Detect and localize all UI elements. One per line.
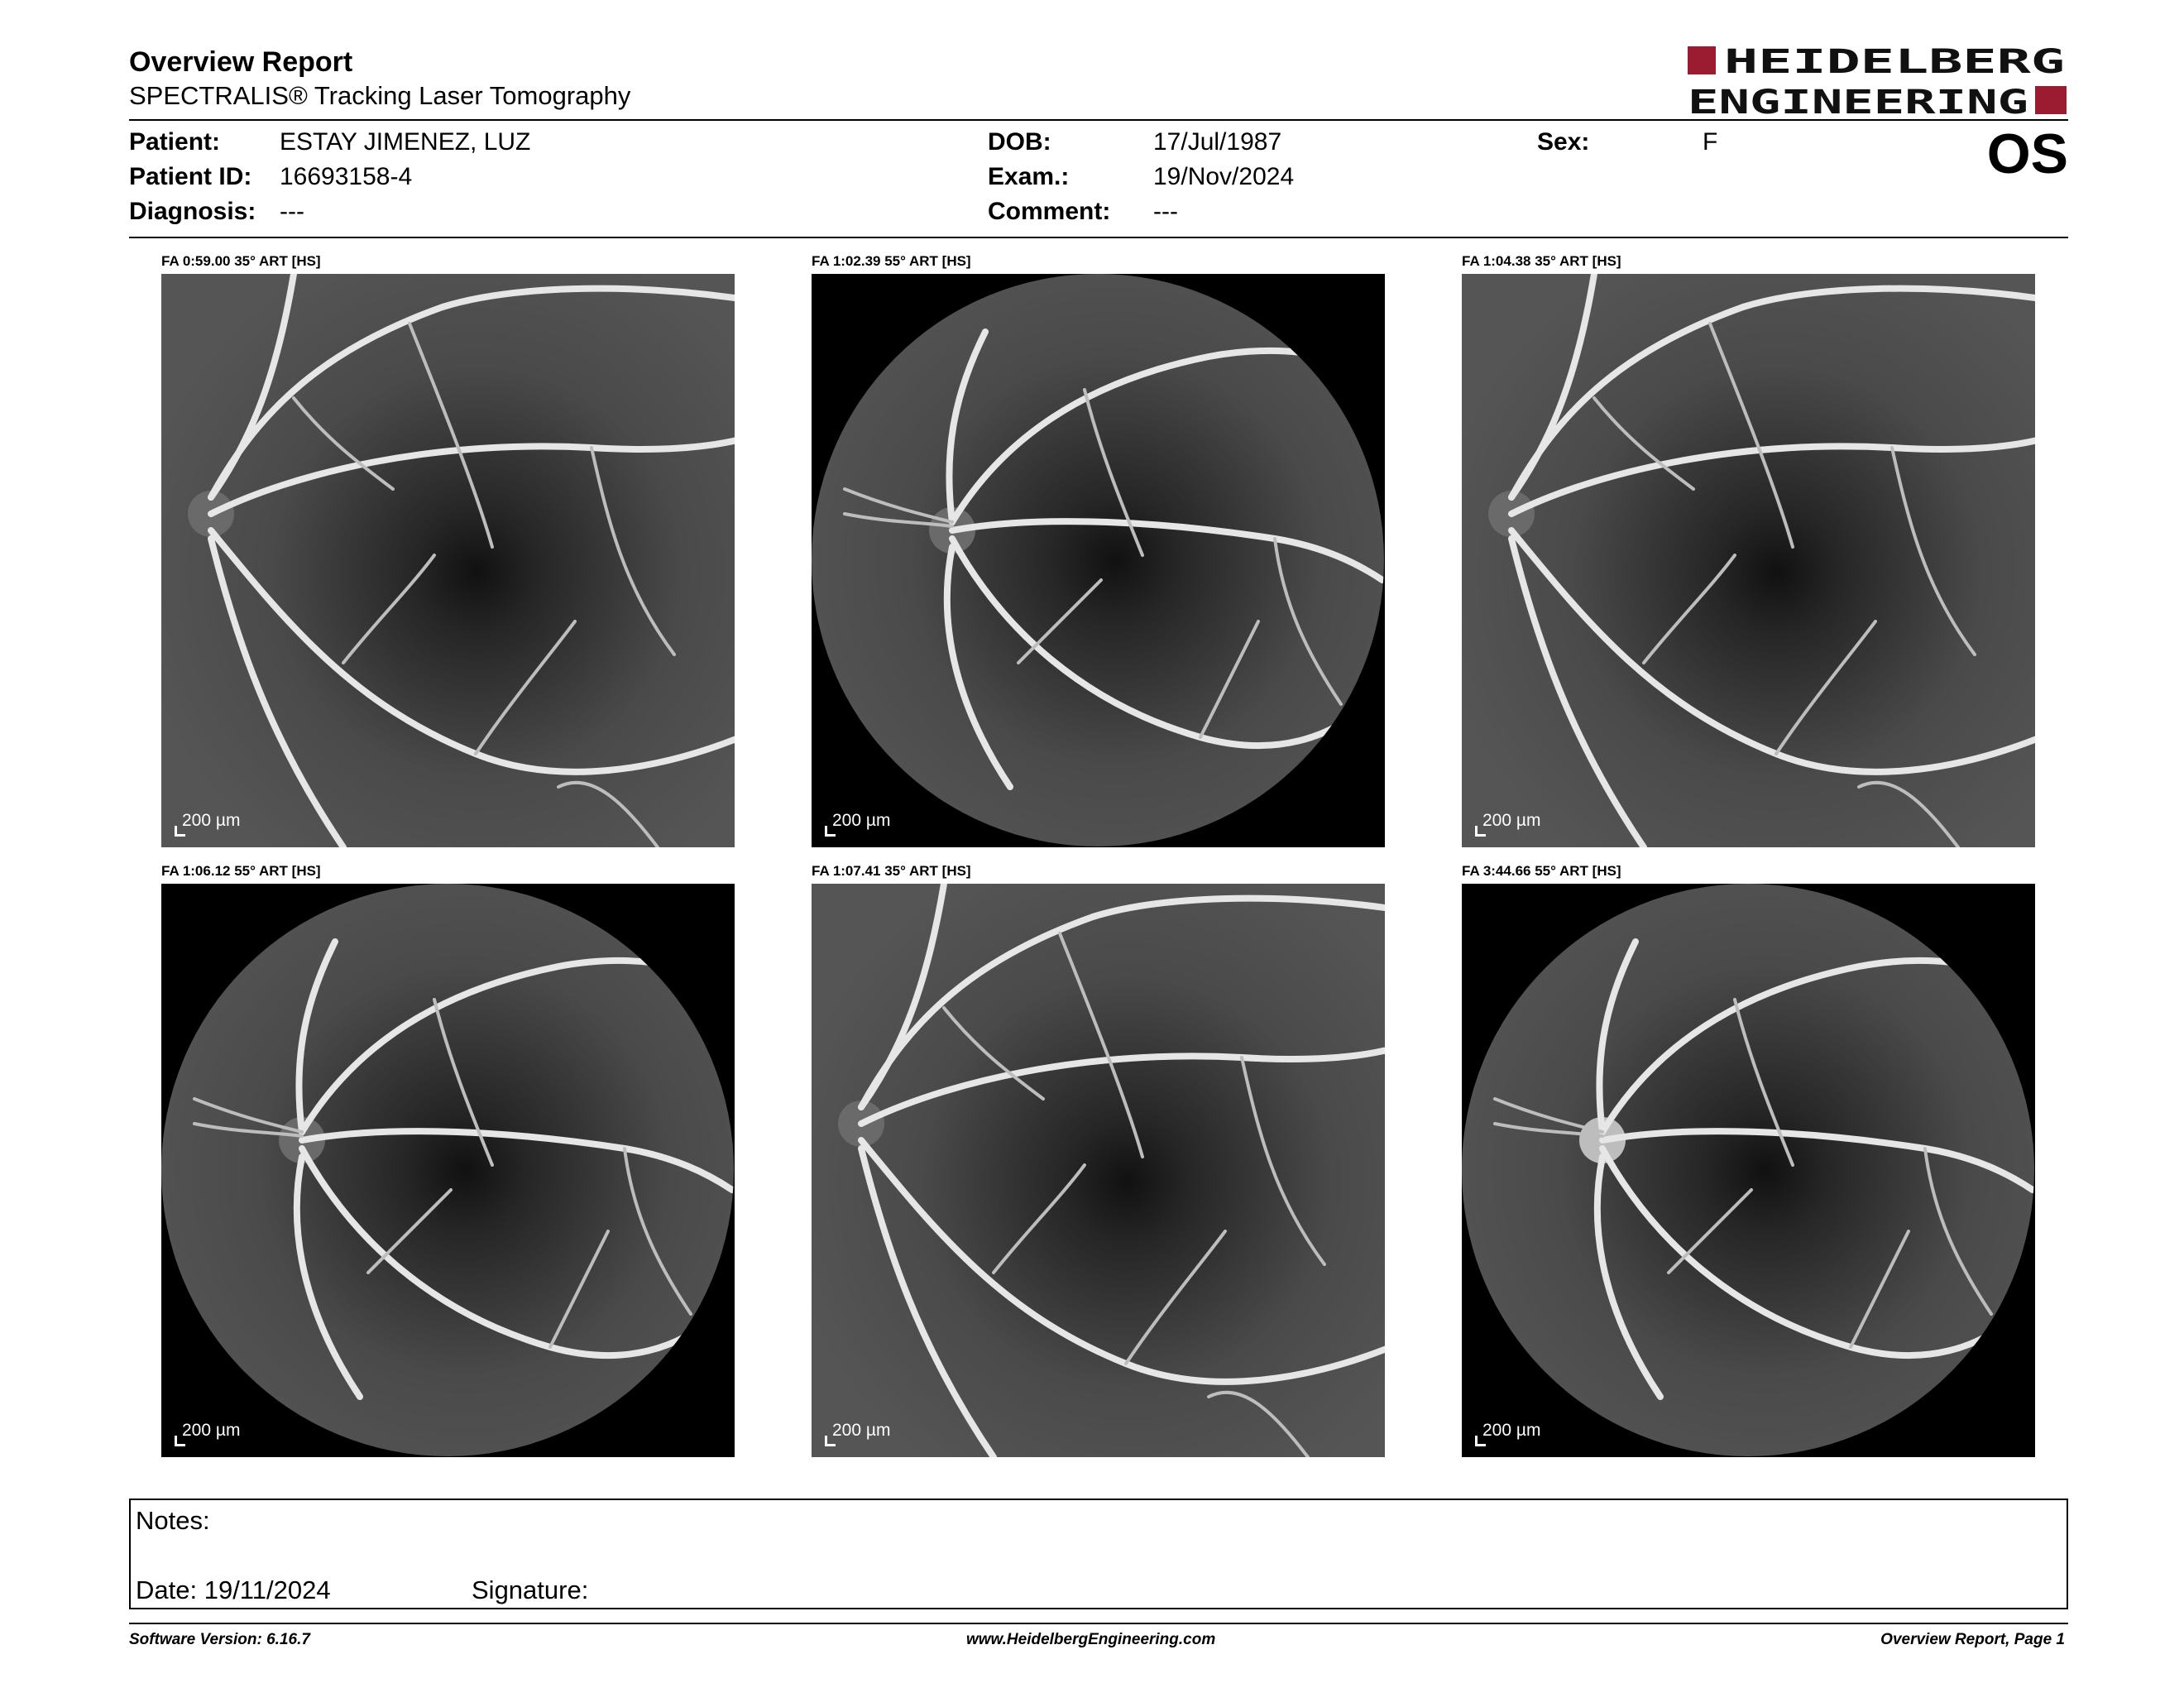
footer-divider bbox=[129, 1623, 2068, 1624]
diagnosis-label: Diagnosis: bbox=[129, 198, 256, 225]
image-caption: FA 1:02.39 55° ART [HS] bbox=[812, 253, 971, 269]
svg-text:ENGINEERING: ENGINEERING bbox=[1688, 84, 2028, 119]
exam-date: 19/Nov/2024 bbox=[1153, 163, 1295, 190]
diagnosis-value: --- bbox=[280, 198, 304, 225]
patient-divider bbox=[129, 237, 2068, 238]
signature-label: Signature: bbox=[472, 1575, 589, 1604]
notes-label: Notes: bbox=[136, 1506, 210, 1535]
fundus-image[interactable] bbox=[161, 274, 735, 847]
image-caption: FA 1:06.12 55° ART [HS] bbox=[161, 863, 321, 879]
scale-bar-label: 200 µm bbox=[182, 811, 241, 830]
fundus-image[interactable] bbox=[812, 274, 1385, 847]
report-title: Overview Report bbox=[129, 46, 353, 78]
sex-label: Sex: bbox=[1537, 128, 1590, 156]
fundus-image[interactable] bbox=[1462, 274, 2035, 847]
scale-bar-label: 200 µm bbox=[1482, 1421, 1541, 1440]
patient-name: ESTAY JIMENEZ, LUZ bbox=[280, 128, 531, 156]
sex-value: F bbox=[1703, 128, 1718, 156]
heidelberg-logo bbox=[1688, 45, 2068, 119]
patient-id: 16693158-4 bbox=[280, 163, 413, 190]
comment-value: --- bbox=[1153, 198, 1178, 225]
exam-label: Exam.: bbox=[988, 163, 1070, 190]
svg-text:HEIDELBERG: HEIDELBERG bbox=[1724, 45, 2065, 81]
patient-id-label: Patient ID: bbox=[129, 163, 252, 190]
notes-date: Date: 19/11/2024 bbox=[136, 1575, 331, 1604]
comment-label: Comment: bbox=[988, 198, 1111, 225]
header-divider bbox=[129, 119, 2068, 121]
fundus-image[interactable] bbox=[812, 884, 1385, 1457]
scale-bar-label: 200 µm bbox=[182, 1421, 241, 1440]
fundus-image[interactable] bbox=[161, 884, 735, 1457]
dob-value: 17/Jul/1987 bbox=[1153, 128, 1282, 156]
report-subtitle: SPECTRALIS® Tracking Laser Tomography bbox=[129, 81, 631, 110]
patient-label: Patient: bbox=[129, 128, 221, 156]
scale-bar-label: 200 µm bbox=[1482, 811, 1541, 830]
page-number: Overview Report, Page 1 bbox=[1880, 1631, 2065, 1648]
image-caption: FA 1:07.41 35° ART [HS] bbox=[812, 863, 971, 879]
scale-bar-label: 200 µm bbox=[832, 1421, 891, 1440]
notes-box[interactable] bbox=[129, 1499, 2068, 1609]
scale-bar-label: 200 µm bbox=[832, 811, 891, 830]
dob-label: DOB: bbox=[988, 128, 1051, 156]
eye-laterality: OS bbox=[1986, 122, 2068, 185]
image-caption: FA 3:44.66 55° ART [HS] bbox=[1462, 863, 1621, 879]
image-caption: FA 1:04.38 35° ART [HS] bbox=[1462, 253, 1621, 269]
website-link[interactable]: www.HeidelbergEngineering.com bbox=[966, 1631, 1216, 1648]
software-version: Software Version: 6.16.7 bbox=[129, 1631, 310, 1648]
fundus-image[interactable] bbox=[1462, 884, 2035, 1457]
image-caption: FA 0:59.00 35° ART [HS] bbox=[161, 253, 321, 269]
